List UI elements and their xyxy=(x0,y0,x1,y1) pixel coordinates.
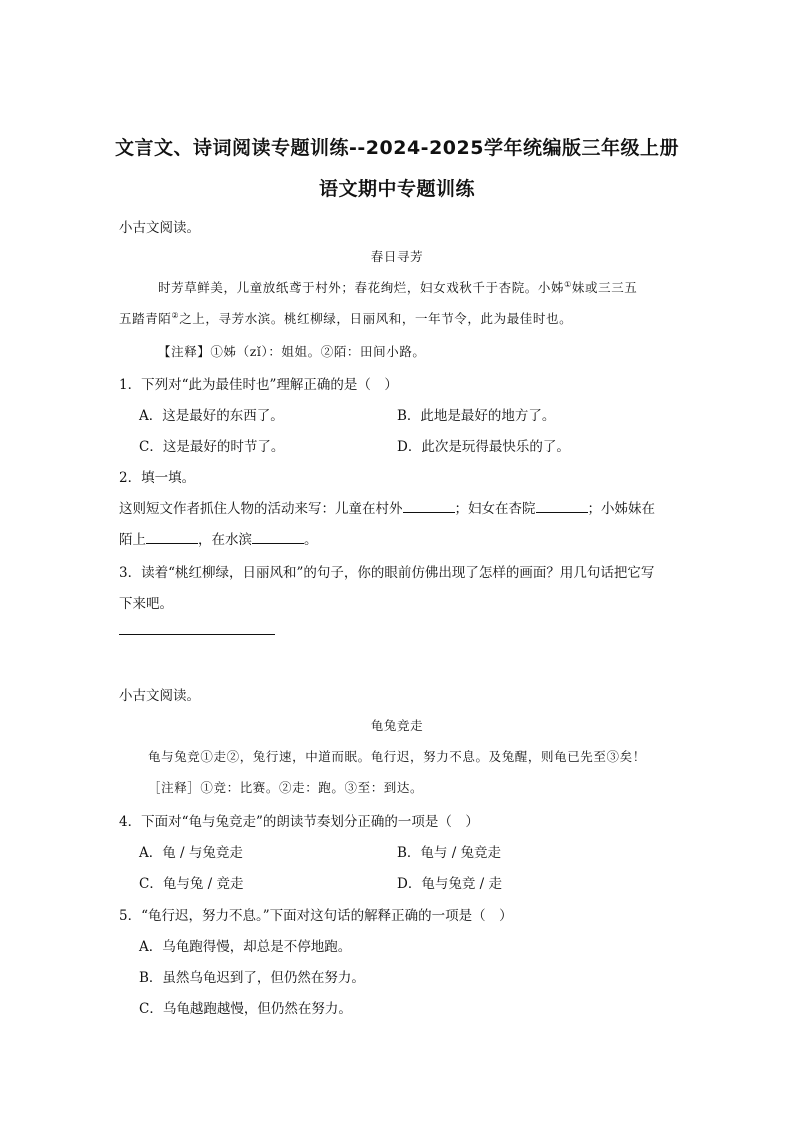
q5-option-a: A．乌龟跑得慢，却总是不停地跑。 xyxy=(139,939,352,955)
q4-option-d: D．龟与兔竞 / 走 xyxy=(397,876,502,892)
q3-line2: 下来吧。 xyxy=(119,596,173,612)
q1-option-c: C．这是最好的时节了。 xyxy=(139,439,285,455)
q3-line1: 3．读着“桃红柳绿，日丽风和”的句子，你的眼前仿佛出现了怎样的画面？用几句话把它写 xyxy=(119,565,655,581)
q2-text: 。 xyxy=(304,532,318,548)
q2-text: ；小姊妹在 xyxy=(587,501,655,517)
q2-text: ，在水滨 xyxy=(198,532,252,548)
passage1-note: 【注释】①姊（zǐ）：姐姐。②陌：田间小路。 xyxy=(158,344,426,359)
passage2-text: 龟与兔竞①走②，兔行速，中道而眠。龟行迟，努力不息。及兔醒，则龟已先至③矣！ xyxy=(148,749,646,764)
passage1-text: 之上，寻芳水滨。桃红柳绿，日丽风和，一年节令，此为最佳时也。 xyxy=(179,311,573,326)
passage1-text: 妹或三三五 xyxy=(571,280,638,295)
footnote-mark-1: ① xyxy=(564,279,572,289)
answer-line[interactable] xyxy=(119,634,275,635)
passage1-line2 xyxy=(119,309,572,327)
footnote-mark-2: ② xyxy=(171,310,180,320)
passage1-title: 春日寻芳 xyxy=(370,249,424,264)
passage1-text: 五踏青陌 xyxy=(119,311,172,326)
q2-text: 陌上 xyxy=(119,532,146,548)
q5-option-c: C．乌龟越跑越慢，但仍然在努力。 xyxy=(139,1001,352,1017)
q1-option-a: A．这是最好的东西了。 xyxy=(139,408,284,424)
fill-blank[interactable] xyxy=(252,531,304,544)
passage2-title: 龟兔竞走 xyxy=(370,718,424,733)
q2-line1 xyxy=(119,497,655,517)
q1-option-b: B．此地是最好的地方了。 xyxy=(397,408,556,424)
document-title-line2: 语文期中专题训练 xyxy=(318,178,475,200)
q1-option-d: D．此次是玩得最快乐的了。 xyxy=(397,439,570,455)
q4-stem: 4．下面对“龟与兔竞走”的朗读节奏划分正确的一项是（ ） xyxy=(119,814,479,830)
q5-option-b: B．虽然乌龟迟到了，但仍然在努力。 xyxy=(139,970,365,986)
q2-line2 xyxy=(119,528,318,548)
fill-blank[interactable] xyxy=(536,500,588,513)
q2-text: ；妇女在杏院 xyxy=(454,501,536,517)
section2-intro: 小古文阅读。 xyxy=(119,688,200,704)
fill-blank[interactable] xyxy=(403,500,455,513)
document-title-line1: 文言文、诗词阅读专题训练--2024-2025学年统编版三年级上册 xyxy=(115,137,679,159)
q2-text: 这则短文作者抓住人物的活动来写：儿童在村外 xyxy=(119,501,403,517)
q5-stem: 5．“龟行迟，努力不息。”下面对这句话的解释正确的一项是（ ） xyxy=(119,908,513,924)
passage1-text: 时芳草鲜美，儿童放纸鸢于村外；春花绚烂，妇女戏秋千于杏院。小姊 xyxy=(158,280,565,295)
q4-option-a: A．龟 / 与兔竞走 xyxy=(139,845,243,861)
q2-stem: 2．填一填。 xyxy=(119,470,196,486)
q4-option-c: C．龟与兔 / 竞走 xyxy=(139,876,244,892)
fill-blank[interactable] xyxy=(146,531,198,544)
section1-intro: 小古文阅读。 xyxy=(119,220,200,236)
q4-option-b: B．龟与 / 兔竞走 xyxy=(397,845,502,861)
passage1-line1 xyxy=(158,278,637,296)
passage2-note: ［注释］①竞：比赛。②走：跑。③至：到达。 xyxy=(148,780,424,795)
q1-stem: 1．下列对“此为最佳时也”理解正确的是（ ） xyxy=(119,377,398,393)
